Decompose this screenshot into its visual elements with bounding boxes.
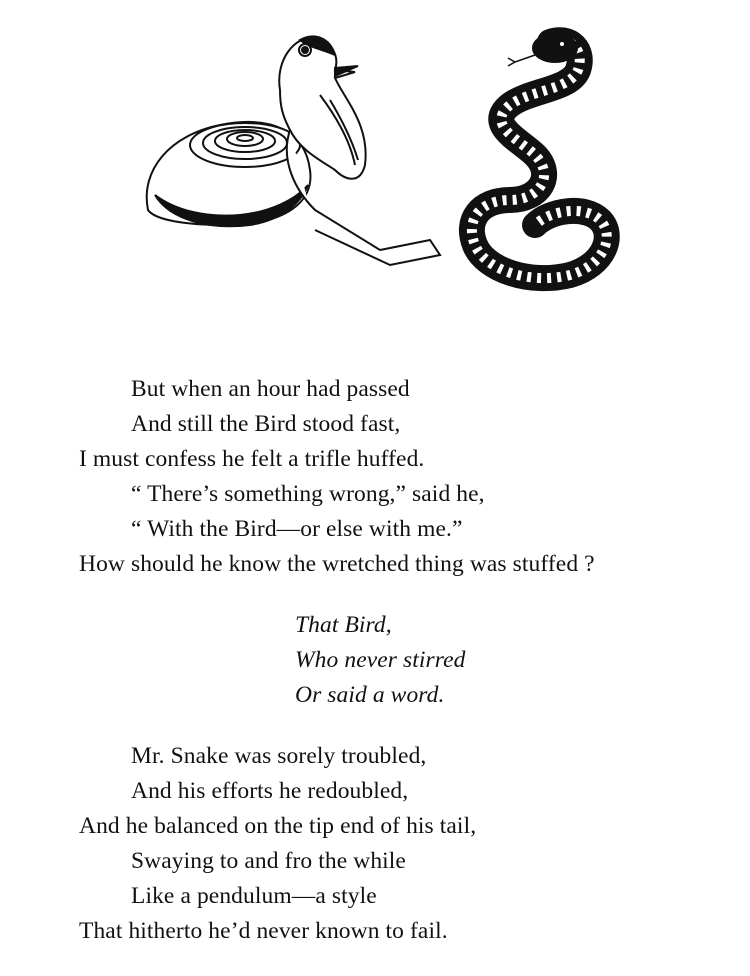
verse-line: And his efforts he redoubled, <box>131 778 409 804</box>
verse-line: But when an hour had passed <box>131 376 410 402</box>
verse-line: And he balanced on the tip end of his tail, <box>79 813 477 839</box>
refrain-line: That Bird, <box>295 612 392 638</box>
shell-icon <box>147 122 311 226</box>
refrain-line: Who never stirred <box>295 647 466 673</box>
verse-line: How should he know the wretched thing was stuffed ? <box>79 551 595 577</box>
bird-and-snake-illustration <box>130 20 630 310</box>
verse-line: “ There’s something wrong,” said he, <box>131 481 485 507</box>
verse-line: And still the Bird stood fast, <box>131 411 401 437</box>
verse-line: That hitherto he’d never known to fail. <box>79 918 448 944</box>
verse-line: Mr. Snake was sorely troubled, <box>131 743 427 769</box>
verse-line: I must confess he felt a trifle huffed. <box>79 446 425 472</box>
refrain-line: Or said a word. <box>295 682 445 708</box>
verse-line: Swaying to and fro the while <box>131 848 406 874</box>
snake-icon <box>472 34 607 278</box>
verse-line: Like a pendulum—a style <box>131 883 377 909</box>
verse-line: “ With the Bird—or else with me.” <box>131 516 463 542</box>
